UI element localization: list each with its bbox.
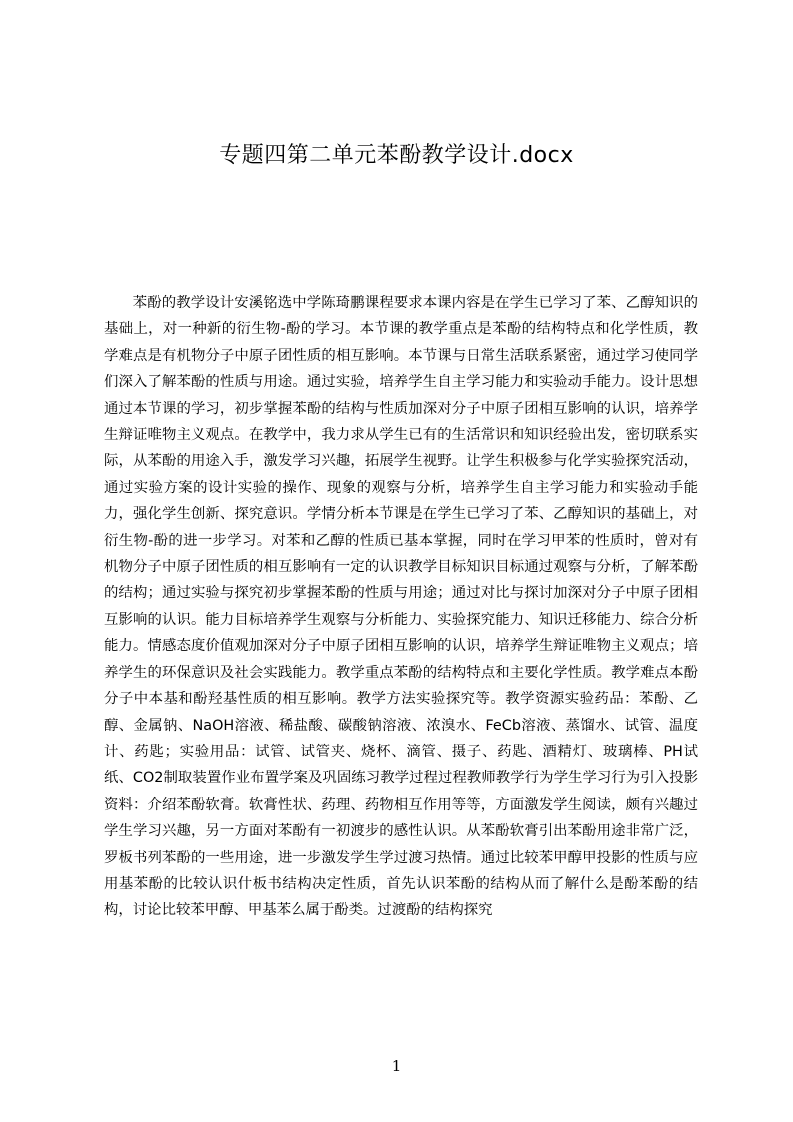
page-number: 1: [391, 1057, 402, 1075]
document-title: 专题四第二单元苯酚教学设计.docx: [219, 143, 574, 168]
body-paragraph: 苯酚的教学设计安溪铭选中学陈琦鹏课程要求本课内容是在学生已学习了苯、乙醇知识的基础上，对一种新的衍生物-酚的学习。本节课的教学重点是苯酚的结构特点和化学性质，教学难点是有机物分子中原子团性质的相互影响。本节课与日常生活联系紧密，通过学习使同学们深入了解苯酚的性质与用途。通过实验，培养学生自主学习能力和实验动手能力。设计思想通过本节课的学习，初步掌握苯酚的结构与性质加深对分子中原子团相互影响的认识，培养学生辩证唯物主义观点。在教学中，我力求从学生已有的生活常识和知识经验出发，密切联系实际，从苯酚的用途入手，激发学习兴趣，拓展学生视野。让学生积极参与化学实验探究活动，通过实验方案的设计实验的操作、现象的观察与分析，培养学生自主学习能力和实验动手能力，强化学生创新、探究意识。学情分析本节课是在学生已学习了苯、乙醇知识的基础上，对衍生物-酚的进一步学习。对苯和乙醇的性质已基本掌握，同时在学习甲苯的性质时，曾对有机物分子中原子团性质的相互影响有一定的认识教学目标知识目标通过观察与分析，了解苯酚的结构；通过实验与探究初步掌握苯酚的性质与用途；通过对比与探讨加深对分子中原子团相互影响的认识。能力目标培养学生观察与分析能力、实验探究能力、知识迁移能力、综合分析能力。情感态度价值观加深对分子中原子团相互影响的认识，培养学生辩证唯物主义观点；培养学生的环保意识及社会实践能力。教学重点苯酚的结构特点和主要化学性质。教学难点本酚分子中本基和酚羟基性质的相互影响。教学方法实验探究等。教学资源实验药品：苯酚、乙醇、金属钠、NaOH溶液、稀盐酸、碳酸钠溶液、浓溴水、FeCb溶液、蒸馏水、试管、温度计、药匙；实验用品：试管、试管夹、烧杯、滴管、摄子、药匙、酒精灯、玻璃棒、PH试纸、CO2制取装置作业布置学案及巩固练习教学过程过程教师教学行为学生学习行为引入投影资料：介绍苯酚软膏。软膏性状、药理、药物相互作用等等，方面激发学生阅读，颇有兴趣过学生学习兴趣，另一方面对苯酚有一初渡步的感性认识。从苯酚软膏引出苯酚用途非常广泛，罗板书列苯酚的一些用途，进一步激发学生学过渡习热情。通过比较苯甲醇甲投影的性质与应用基苯酚的比较认识什板书结构决定性质，首先认识苯酚的结构从而了解什么是酚苯酚的结构，讨论比较苯甲醇、甲基苯么属于酚类。过渡酚的结构探究: [104, 295, 698, 919]
